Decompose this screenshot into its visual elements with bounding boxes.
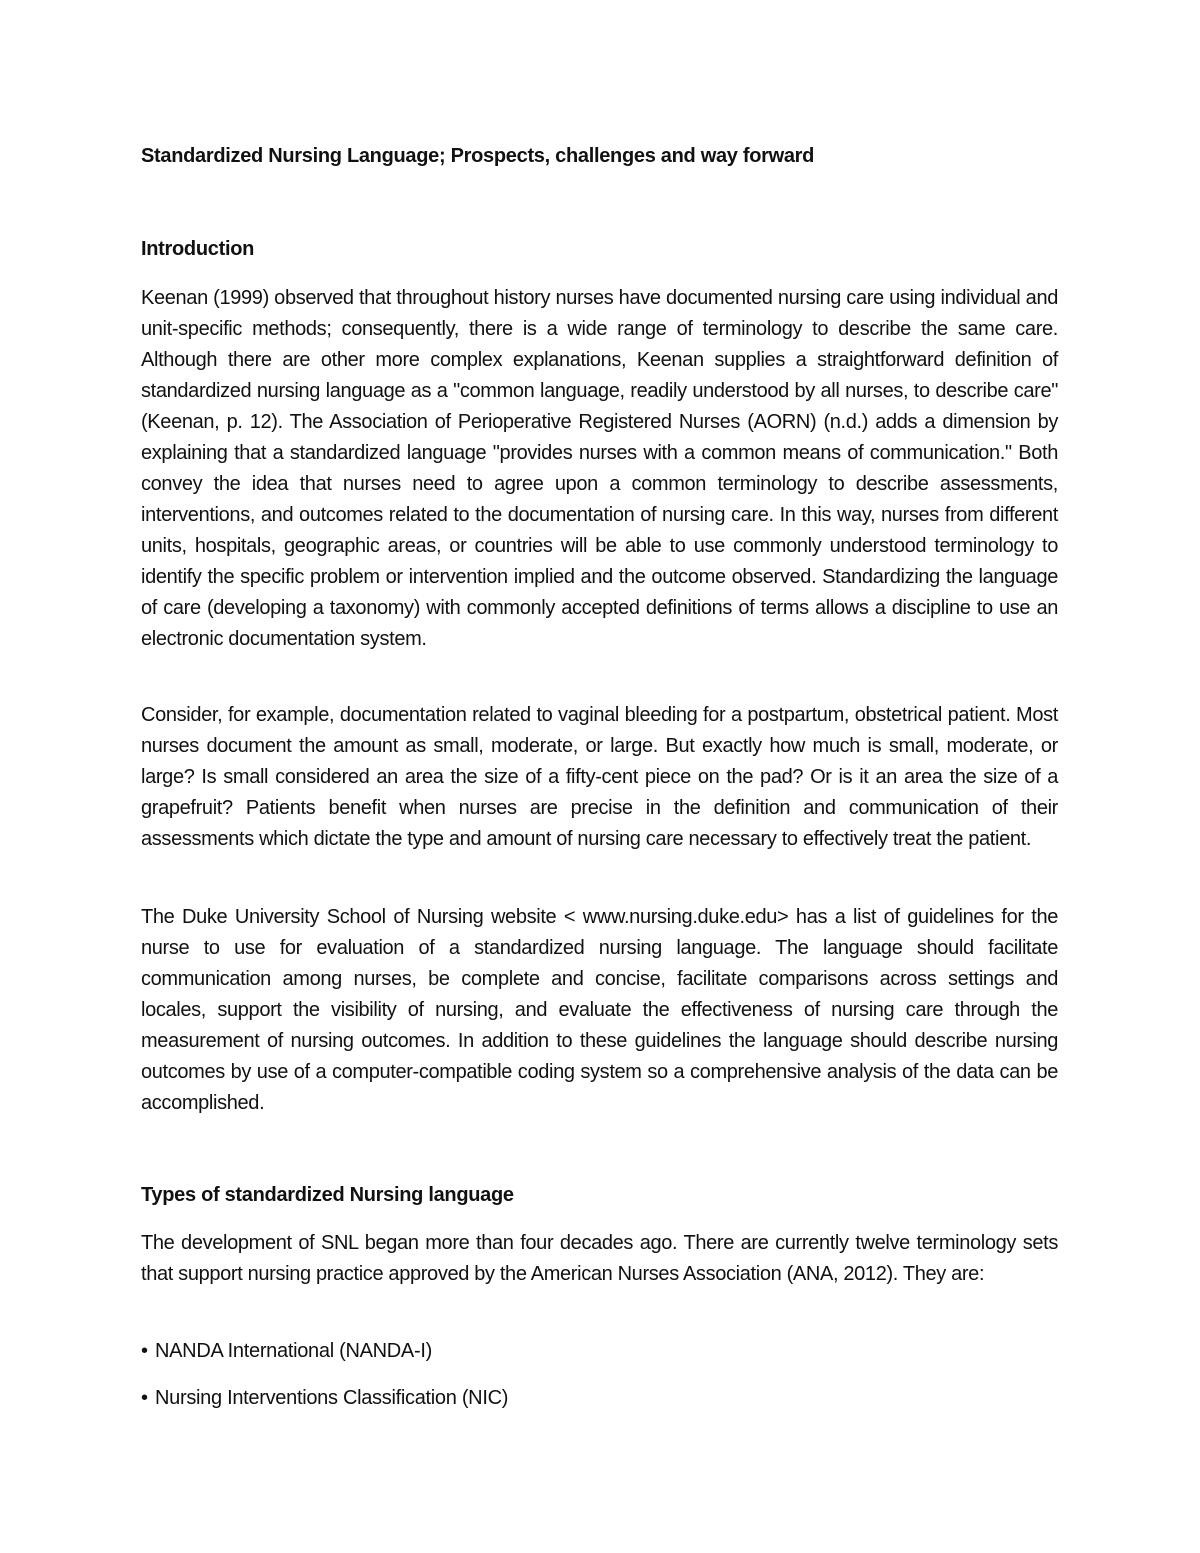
intro-paragraph-3: The Duke University School of Nursing website < www.nursing.duke.edu> has a list of guidelines for the nurse to use for evaluation of a standardized nursing language. The language should facilitate communication among nurses, be complete and concise, facilitate comparisons across settings and locales, support the visibility of nursing, and evaluate the effectiveness of nursing care through the measurement of nursing outcomes. In addition to these guidelines the language should describe nursing outcomes by use of a computer-compatible coding system so a comprehensive analysis of the data can be accomplished.: [141, 906, 1058, 1114]
types-paragraph: The development of SNL began more than four decades ago. There are currently twelve terminology sets that support nursing practice approved by the American Nurses Association (ANA, 2012). They are:: [141, 1232, 1058, 1285]
types-heading: Types of standardized Nursing language: [141, 1184, 514, 1206]
list-item-text: Nursing Interventions Classification (NIC): [155, 1387, 509, 1409]
document-title: Standardized Nursing Language; Prospects, challenges and way forward: [141, 145, 815, 167]
intro-paragraph-2: Consider, for example, documentation related to vaginal bleeding for a postpartum, obstetrical patient. Most nurses document the amount as small, moderate, or large. But exactly how much is small, moderate, or large? Is small considered an area the size of a fifty-cent piece on the pad? Or is it an area the size of a grapefruit? Patients benefit when nurses are precise in the definition and communication of their assessments which dictate the type and amount of nursing care necessary to effectively treat the patient.: [141, 704, 1058, 850]
introduction-heading: Introduction: [141, 238, 255, 260]
bullet-icon: •: [141, 1387, 148, 1409]
intro-paragraph-1: Keenan (1999) observed that throughout history nurses have documented nursing care using individual and unit-specific methods; consequently, there is a wide range of terminology to describe the same care. Although there are other more complex explanations, Keenan supplies a straightforward definition of standardized nursing language as a "common language, readily understood by all nurses, to describe care" (Keenan, p. 12). The Association of Perioperative Registered Nurses (AORN) (n.d.) adds a dimension by explaining that a standardized language "provides nurses with a common means of communication." Both convey the idea that nurses need to agree upon a common terminology to describe assessments, interventions, and outcomes related to the documentation of nursing care. In this way, nurses from different units, hospitals, geographic areas, or countries will be able to use commonly understood terminology to identify the specific problem or intervention implied and the outcome observed. Standardizing the language of care (developing a taxonomy) with commonly accepted definitions of terms allows a discipline to use an electronic documentation system.: [141, 287, 1058, 650]
bullet-icon: •: [141, 1340, 148, 1362]
list-item: [141, 1337, 432, 1365]
list-item: [141, 1384, 508, 1412]
list-item-text: NANDA International (NANDA-I): [155, 1340, 432, 1362]
